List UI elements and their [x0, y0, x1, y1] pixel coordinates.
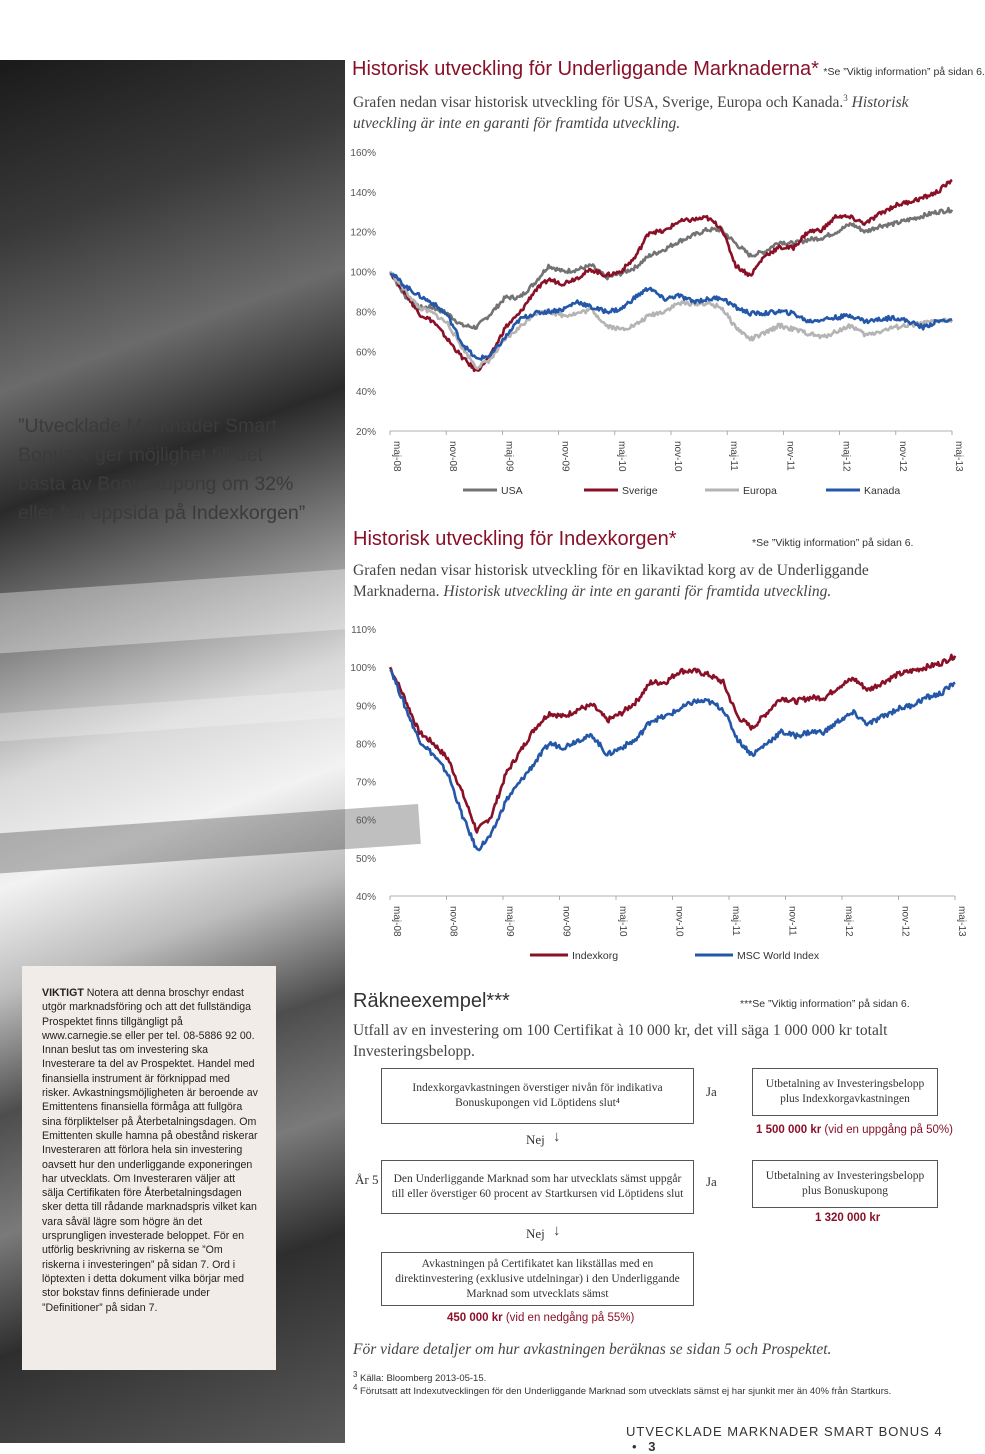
footnote-4: [353, 1383, 891, 1397]
yes-label-2: Ja: [706, 1174, 717, 1189]
pull-quote: ”Utvecklade Marknader Smart Bonus 4 ger möjlighet till det bästa av Bonuskupong om 32% eller full uppsida på Indexkorgen”: [18, 415, 306, 524]
y-tick-label: 110%: [351, 625, 376, 636]
example-intro: Utfall av en investering om 100 Certifikat à 10 000 kr, det vill säga 1 000 000 kr totalt Investeringsbelopp.: [353, 1022, 888, 1060]
important-notice: [22, 966, 276, 1370]
x-tick-label: nov-08: [447, 441, 459, 472]
y-tick-label: 90%: [355, 701, 376, 713]
closing-text: För vidare detaljer om hur avkastningen beräknas se sidan 5 och Prospektet.: [353, 1341, 832, 1358]
x-tick-label: nov-09: [559, 441, 571, 472]
yes-label-1: Ja: [706, 1084, 717, 1099]
x-tick-label: nov-10: [672, 441, 683, 472]
result-value-1-note: (vid en uppgång på 50%): [821, 1124, 953, 1136]
footer-bullet: •: [632, 1439, 638, 1454]
legend-label: USA: [501, 485, 523, 497]
condition-box-1: Indexkorgavkastningen överstiger nivån för indikativa Bonuskupongen vid Löptidens slut⁴: [381, 1068, 694, 1124]
legend-label: Europa: [743, 485, 777, 497]
x-tick-label: nov-12: [896, 441, 908, 472]
section1-desc-italic: Historisk: [847, 94, 909, 112]
arrow-down-icon: ↓: [553, 1222, 561, 1239]
x-tick-label: maj-10: [617, 906, 628, 937]
result-box-2: Utbetalning av Investeringsbelopp plus Bonuskupong: [752, 1160, 938, 1208]
section2-description: [353, 560, 953, 602]
y-tick-label: 20%: [355, 427, 376, 438]
condition-box-2: Den Underliggande Marknad som har utvecklats sämst uppgår till eller överstiger 60 procent av Startkursen vid Löptidens slut: [381, 1160, 694, 1214]
page-footer: [626, 1424, 960, 1454]
y-tick-label: 60%: [355, 347, 376, 359]
section1-title: Historisk utveckling för Underliggande Marknaderna*: [352, 58, 819, 80]
section1-description: [353, 88, 953, 134]
y-tick-label: 80%: [355, 307, 376, 319]
x-tick-label: maj-11: [730, 906, 741, 936]
x-tick-label: maj-11: [728, 441, 740, 471]
result-value-3-amount: 450 000 kr: [447, 1312, 503, 1324]
section2-note: *Se ”Viktig information” på sidan 6.: [752, 537, 914, 549]
x-tick-label: maj-08: [391, 906, 402, 937]
condition-box-3: Avkastningen på Certifikatet kan likställas med en direktinvestering (exklusive utdelningar) i den Underliggande Marknad som utvecklats sämst: [381, 1252, 694, 1306]
y-tick-label: 100%: [350, 267, 376, 279]
section2-desc-plain: Marknaderna.: [353, 583, 444, 600]
footer-title: UTVECKLADE MARKNADER SMART BONUS 4: [626, 1424, 943, 1439]
section2-desc-plain: Grafen nedan visar historisk utveckling för en likaviktad korg av de Underliggande: [353, 562, 869, 579]
footnote-4-text: Förutsatt att Indexutvecklingen för den Underliggande Marknad som utvecklats sämst ej har sjunkit mer än 40% från Startkurs.: [357, 1386, 892, 1398]
example-title: Räkneexempel***: [353, 990, 510, 1012]
market-chart: [345, 138, 964, 508]
no-label-1: Nej: [526, 1132, 545, 1147]
section1-heading: [352, 58, 985, 81]
section2-heading: [353, 528, 676, 551]
legend-label: Kanada: [864, 485, 901, 497]
arrow-down-icon: ↓: [553, 1128, 561, 1145]
footnote-3-text: Källa: Bloomberg 2013-05-15.: [357, 1373, 487, 1385]
example-note: ***Se ”Viktig information” på sidan 6.: [740, 998, 910, 1010]
y-tick-label: 140%: [350, 187, 376, 199]
result-value-1-amount: 1 500 000 kr: [756, 1124, 822, 1136]
footnote-4-number: 4: [353, 1383, 358, 1392]
footnote-3-number: 3: [353, 1370, 358, 1379]
section1-desc-plain: Grafen nedan visar historisk utveckling för USA, Sverige, Europa och Kanada.: [353, 94, 844, 112]
x-tick-label: maj-13: [956, 906, 967, 937]
x-tick-label: maj-10: [615, 441, 627, 472]
section2-desc-italic: Historisk utveckling är inte en garanti för framtida utveckling.: [443, 583, 832, 600]
series-line-sverige: [390, 180, 952, 371]
legend-label: MSC World Index: [737, 950, 820, 962]
result-value-2-amount: 1 320 000 kr: [815, 1212, 881, 1224]
series-line-kanada: [390, 274, 952, 360]
legend-label: Sverige: [622, 485, 658, 497]
x-tick-label: maj-09: [503, 441, 515, 472]
y-tick-label: 100%: [350, 663, 376, 675]
result-value-1: [756, 1124, 953, 1136]
x-tick-label: nov-12: [899, 906, 911, 937]
y-tick-label: 80%: [355, 739, 376, 751]
page-number: 3: [648, 1439, 657, 1454]
y-tick-label: 60%: [355, 815, 376, 827]
no-label-2: Nej: [526, 1226, 545, 1241]
x-tick-label: maj-12: [840, 441, 852, 472]
result-value-2: [815, 1212, 880, 1224]
important-text: Notera att denna broschyr endast utgör marknadsföring och att det fullständiga Prospektet finns tillgängligt på www.carnegie.se eller per tel. 08-5886 92 00. Innan beslut tas om investering ska Investerare ta del av Prospektet. Handel med finansiella instrument är förknippad med risker. Avkastningsmöjligheten är beroende av Emittentens finansiella förmåga att fullgöra sina förpliktelser på Återbetalningsdagen. Om Emittenten skulle hamna på obestånd riskerar Investeraren att förlora hela sin investering oavsett hur den underliggande exponeringen har utvecklats. Om Investeraren väljer att sälja Certifikaten före Återbetalningsdagen sker detta till rådande marknadspris vilket kan vara såväl lägre som högre än det ursprungligen investerade beloppet. För en utförlig beskrivning av riskerna se ”Om riskerna i investeringen” på sidan 7. Ord i löptexten i detta dokument vilka börjar med stor bokstav finns definierade under ”Definitioner” på sidan 7.: [42, 987, 258, 1314]
result-box-1: Utbetalning av Investeringsbelopp plus Indexkorgavkastningen: [752, 1068, 938, 1116]
x-tick-label: maj-09: [504, 906, 515, 937]
x-tick-label: nov-10: [673, 906, 685, 937]
x-tick-label: nov-11: [784, 441, 796, 471]
x-tick-label: nov-09: [560, 906, 572, 937]
year-label: År 5: [355, 1172, 379, 1187]
section2-title: Historisk utveckling för Indexkorgen*: [353, 528, 677, 550]
legend-label: Indexkorg: [572, 950, 619, 962]
important-heading: VIKTIGT: [42, 987, 84, 999]
y-tick-label: 120%: [350, 227, 376, 239]
y-tick-label: 50%: [355, 853, 376, 865]
y-tick-label: 40%: [355, 387, 376, 399]
y-tick-label: 160%: [350, 148, 376, 159]
section1-note: *Se ”Viktig information” på sidan 6.: [823, 66, 985, 78]
x-tick-label: maj-12: [843, 906, 854, 937]
x-tick-label: maj-13: [953, 441, 964, 472]
x-tick-label: maj-08: [391, 441, 402, 472]
series-line-indexkorg: [390, 655, 955, 833]
section1-desc-sup: 3: [843, 93, 848, 103]
y-tick-label: 40%: [355, 892, 376, 903]
section1-desc-italic: utveckling är inte en garanti för framtida utveckling.: [353, 115, 681, 133]
x-tick-label: nov-08: [447, 906, 459, 937]
index-chart: [345, 615, 967, 965]
result-value-3: [447, 1312, 634, 1324]
result-value-3-note: (vid en nedgång på 55%): [502, 1312, 635, 1324]
x-tick-label: nov-11: [786, 906, 798, 936]
y-tick-label: 70%: [355, 777, 376, 789]
